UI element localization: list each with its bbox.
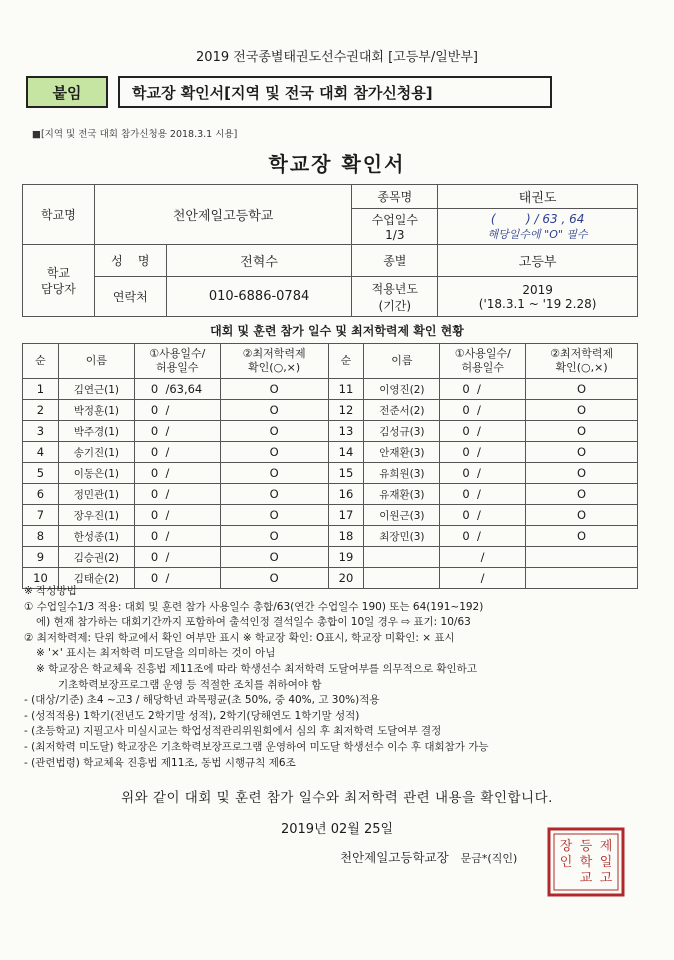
athlete-grade-check: O [526,442,638,463]
contact-value: 010-6886-0784 [166,277,352,317]
note-item: - (최저학력 미도달) 학교장은 기초학력보장프로그램 운영하여 미도달 학생선수 이수 후 대회참가 가능 [24,740,489,753]
header-grade: ②최저학력제 확인(○,×) [526,344,638,379]
athlete-grade-check: O [220,442,328,463]
athlete-no: 1 [23,379,59,400]
athlete-no: 8 [23,526,59,547]
athlete-grade-check: O [220,379,328,400]
athlete-grade-check: O [220,421,328,442]
athlete-grade-check: O [220,463,328,484]
athlete-grade-check: O [220,568,328,589]
table-row [23,400,638,421]
status-table [22,343,638,589]
athlete-name: 김성규(3) [364,421,440,442]
confirmation-statement: 위와 같이 대회 및 훈련 참가 일수와 최저학력 관련 내용을 확인합니다. [121,790,553,806]
header-days: ①사용일수/ 허용일수 [440,344,526,379]
header-name: 이름 [58,344,134,379]
class-days-label [352,209,438,245]
note-item: - (초등학교) 지필고사 미실시교는 학업성적관리위원회에서 심의 후 최저학력 도달여부 결정 [24,725,442,738]
year-label-sub: (기간) [378,298,412,313]
note-item: 에) 현재 참가하는 대회기간까지 포함하여 출석인정 결석일수 총합이 10일 경우 ⇨ 표기: 10/63 [36,616,471,629]
athlete-no: 18 [328,526,364,547]
table-row [23,442,638,463]
athlete-days: 0 / [134,484,220,505]
athlete-days: / [440,568,526,589]
athlete-name: 김태순(2) [58,568,134,589]
name-label: 성 명 [94,245,166,277]
note-item: - (대상/기준) 초4 ~고3 / 해당학년 과목평균(초 50%, 중 40%, 고 30%)적용 [24,694,380,707]
athlete-days: 0 / [134,421,220,442]
athlete-days: 0 /63,64 [134,379,220,400]
seal-character: 고 [599,871,613,886]
athlete-name: 유희원(3) [364,463,440,484]
manager-label: 학교 담당자 [23,245,95,317]
athlete-name: 김연근(1) [58,379,134,400]
athlete-grade-check: O [526,379,638,400]
athlete-days: / [440,547,526,568]
athlete-name: 최장민(3) [364,526,440,547]
athlete-grade-check: O [220,547,328,568]
header-name: 이름 [364,344,440,379]
note-item: ① 수업일수1/3 적용: 대회 및 훈련 참가 사용일수 총합/63(연간 수업일수 190) 또는 64(191~192) [24,600,484,613]
note-item: ② 최저학력제: 단위 학교에서 확인 여부만 표시 ※ 학교장 확인: O표시, 학교장 미확인: × 표시 [24,631,455,644]
signer [340,848,517,866]
athlete-days: 0 / [134,442,220,463]
athlete-days: 0 / [440,421,526,442]
note-item: - (관련법령) 학교체육 진흥법 제11조, 동법 시행규칙 제6조 [24,756,296,769]
athlete-name: 한성종(1) [58,526,134,547]
athlete-no: 15 [328,463,364,484]
athlete-days: 0 / [440,463,526,484]
table-row [23,463,638,484]
athlete-no: 14 [328,442,364,463]
athlete-no: 10 [23,568,59,589]
seal-character: 인 [559,855,573,870]
athlete-name: 송기진(1) [58,442,134,463]
athlete-grade-check: O [220,484,328,505]
signer-suffix: 문금*(직인) [460,852,518,865]
athlete-no: 19 [328,547,364,568]
athlete-no: 4 [23,442,59,463]
athlete-no: 6 [23,484,59,505]
athlete-no: 16 [328,484,364,505]
athlete-days: 0 / [134,547,220,568]
athlete-name: 박정훈(1) [58,400,134,421]
athlete-grade-check: O [220,505,328,526]
athlete-days: 0 / [440,526,526,547]
note-item: ※ '×' 표시는 최저학력 미도달을 의미하는 것이 아님 [36,647,276,660]
school-label: 학교명 [23,185,95,245]
header-no: 순 [328,344,364,379]
athlete-days: 0 / [134,463,220,484]
class-days-input: ( ) / 63 , 64 [490,211,585,226]
header-title: 학교장 확인서[지역 및 전국 대회 참가신청용] [118,76,552,108]
athlete-name: 이영진(2) [364,379,440,400]
table-row [23,421,638,442]
table-row [23,379,638,400]
note-item: ※ 학교장은 학교체육 진흥법 제11조에 따라 학생선수 최저학력 도달여부를 의무적으로 확인하고 [36,662,477,675]
athlete-no: 20 [328,568,364,589]
year-period: ('18.3.1 ~ '19 2.28) [478,296,597,311]
year-label [352,277,438,317]
header-days: ①사용일수/ 허용일수 [134,344,220,379]
athlete-no: 3 [23,421,59,442]
note-item: 기초학력보장프로그램 운영 등 적절한 조치를 취하여야 함 [58,678,322,691]
athlete-grade-check: O [526,505,638,526]
document-title: 학교장 확인서 [268,152,406,176]
seal-character: 등 [579,839,593,854]
status-title: 대회 및 훈련 참가 일수 및 최저학력제 확인 현황 [210,324,464,338]
year-label-main: 적용년도 [371,281,418,296]
seal-character: 일 [599,855,613,870]
signer-school: 천안제일고등학교장 [340,850,449,865]
athlete-grade-check: O [526,421,638,442]
athlete-name: 전준서(2) [364,400,440,421]
athlete-days: 0 / [440,442,526,463]
athlete-name: 장우진(1) [58,505,134,526]
event-label: 종목명 [352,185,438,209]
seal-characters [560,838,613,886]
athlete-grade-check [526,547,638,568]
athlete-name: 이동은(1) [58,463,134,484]
athlete-days: 0 / [134,568,220,589]
class-days-hint: 해당일수에 "O" 필수 [487,227,588,241]
table-row [23,547,638,568]
top-title: 2019 전국종별태권도선수권대회 [고등부/일반부] [196,50,478,65]
table-row [23,526,638,547]
seal-character: 교 [579,871,593,886]
athlete-name: 안재환(3) [364,442,440,463]
header-grade: ②최저학력제 확인(○,×) [220,344,328,379]
athlete-grade-check: O [526,400,638,421]
contact-label: 연락처 [94,277,166,317]
athlete-days: 0 / [134,526,220,547]
athlete-grade-check: O [526,526,638,547]
athlete-days: 0 / [440,484,526,505]
year-number: 2019 [522,282,553,297]
athlete-days: 0 / [440,379,526,400]
athlete-name [364,547,440,568]
info-table [22,184,638,317]
athlete-no: 9 [23,547,59,568]
division-value: 고등부 [438,245,638,277]
athlete-grade-check: O [526,484,638,505]
athlete-no: 12 [328,400,364,421]
school-name: 천안제일고등학교 [94,185,352,245]
athlete-no: 13 [328,421,364,442]
document-date: 2019년 02월 25일 [280,822,394,837]
event-value: 태권도 [438,185,638,209]
table-row [23,505,638,526]
table-row [23,484,638,505]
note-heading: ※ 작성방법 [24,585,77,597]
official-seal [546,826,626,898]
athlete-no: 2 [23,400,59,421]
writing-notes [24,584,654,771]
status-table-body [23,379,638,589]
athlete-days: 0 / [440,505,526,526]
athlete-grade-check: O [220,400,328,421]
athlete-name: 정민관(1) [58,484,134,505]
seal-character: 제 [599,839,613,854]
format-note: ■[지역 및 전국 대회 참가신청용 2018.3.1 시용] [32,129,238,140]
athlete-grade-check: O [526,463,638,484]
seal-character: 학 [579,855,593,870]
division-label: 종별 [352,245,438,277]
attachment-badge: 붙임 [26,76,108,108]
athlete-no: 7 [23,505,59,526]
athlete-days: 0 / [134,400,220,421]
athlete-name: 김승권(2) [58,547,134,568]
athlete-name: 박주경(1) [58,421,134,442]
class-days-label-sub: 1/3 [385,228,405,242]
athlete-no: 5 [23,463,59,484]
athlete-no: 11 [328,379,364,400]
header-no: 순 [23,344,59,379]
name-value: 전혁수 [166,245,352,277]
athlete-name: 유재환(3) [364,484,440,505]
seal-character: 장 [559,839,573,854]
class-days-label-main: 수업일수 [371,213,418,227]
athlete-days: 0 / [134,505,220,526]
year-value [438,277,638,317]
class-days-value [438,209,638,245]
athlete-grade-check: O [220,526,328,547]
note-item: - (성적적용) 1학기(전년도 2학기말 성적), 2학기(당해연도 1학기말 성적) [24,709,360,722]
athlete-days: 0 / [440,400,526,421]
athlete-no: 17 [328,505,364,526]
athlete-name: 이원근(3) [364,505,440,526]
